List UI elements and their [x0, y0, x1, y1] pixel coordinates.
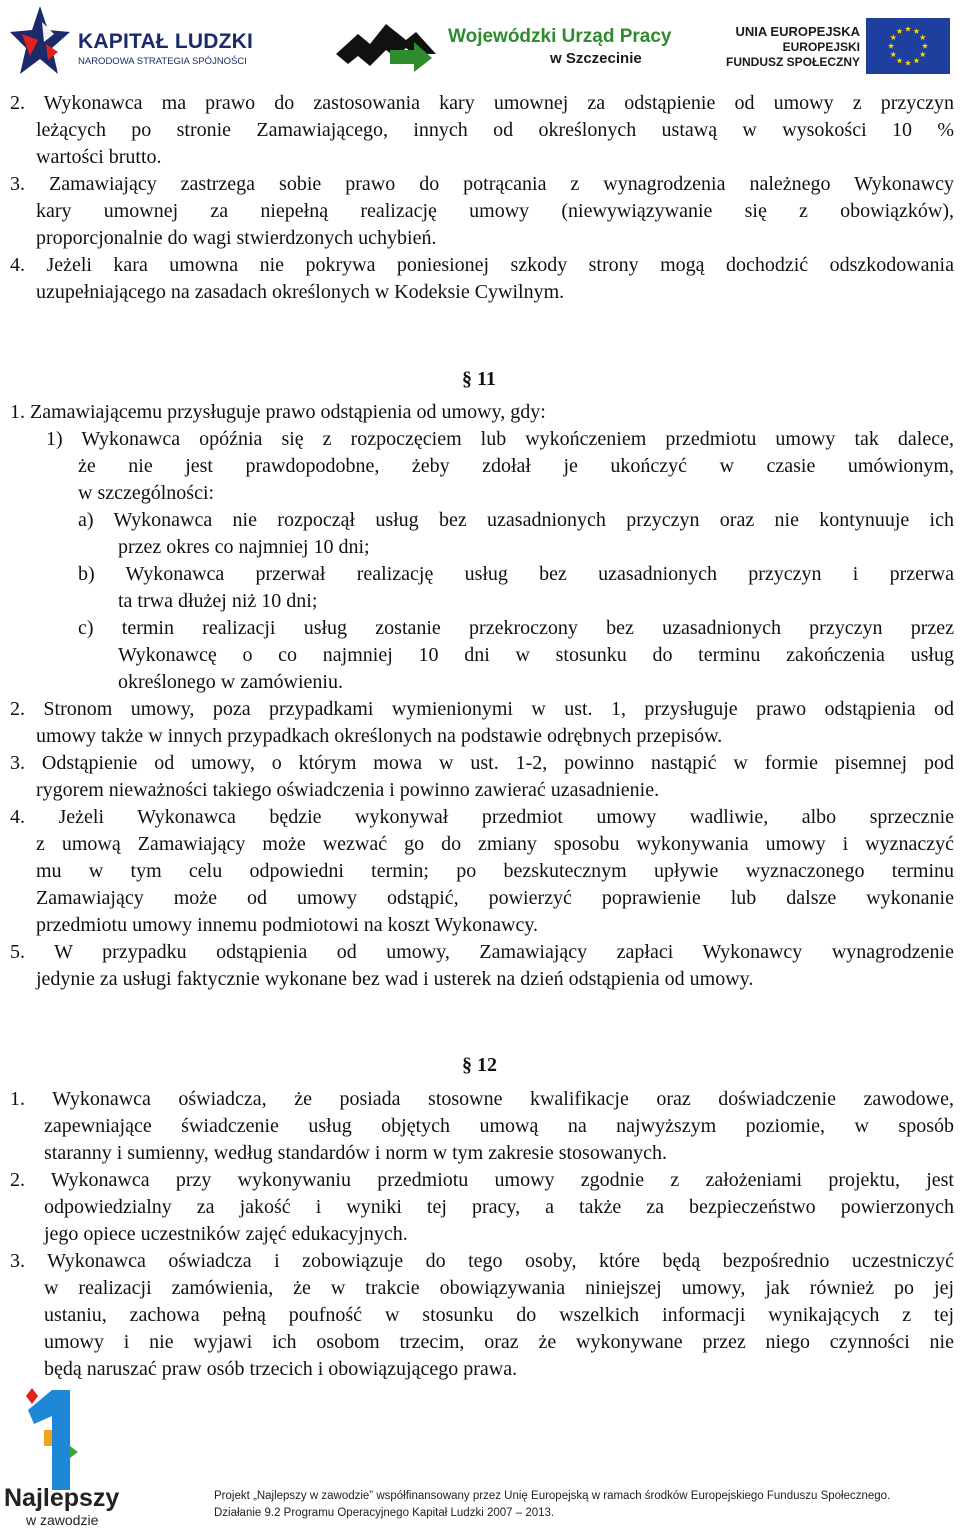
text-line: zapewniające świadczenie usług objętych umową na najwyższym poziomie, w sposób — [44, 1115, 954, 1137]
text-line: b) Wykonawca przerwał realizację usług bez uzasadnionych przyczyn i przerwa — [78, 563, 954, 585]
wup-subtitle: w Szczecinie — [550, 50, 642, 67]
text-line: 3. Zamawiający zastrzega sobie prawo do potrącania z wynagrodzenia należnego Wykonawcy — [10, 173, 954, 195]
najlepszy-brand-sub: w zawodzie — [26, 1512, 99, 1528]
text-line: 2. Stronom umowy, poza przypadkami wymienionymi w ust. 1, przysługuje prawo odstąpienia od — [10, 698, 954, 720]
section-heading: § 12 — [462, 1054, 497, 1076]
text-line: umowy i nie wyjawi ich osobom trzecim, oraz że wykonywane przez niego czynności nie — [44, 1331, 954, 1353]
text-line: 3. Odstąpienie od umowy, o którym mowa w ust. 1-2, powinno nastąpić w formie pisemnej pod — [10, 752, 954, 774]
text-line: jego opiece uczestników zajęć edukacyjnych. — [44, 1223, 408, 1245]
najlepszy-one-icon — [18, 1386, 88, 1490]
page-footer — [0, 1380, 960, 1530]
wup-logo — [336, 10, 672, 74]
text-line: 2. Wykonawca ma prawo do zastosowania kary umownej za odstąpienie od umowy z przyczyn — [10, 92, 954, 114]
text-line: 1. Zamawiającemu przysługuje prawo odstąpienia od umowy, gdy: — [10, 401, 546, 423]
kapital-ludzki-title: KAPITAŁ LUDZKI — [78, 30, 254, 53]
text-line: rygorem nieważności takiego oświadczenia i powinno zawierać uzasadnienie. — [36, 779, 660, 801]
text-line: 1) Wykonawca opóźnia się z rozpoczęciem lub wykończeniem przedmiotu umowy tak dalece, — [46, 428, 954, 450]
wup-arrow-icon — [336, 14, 436, 74]
eu-line3: FUNDUSZ SPOŁECZNY — [725, 55, 860, 69]
kapital-ludzki-logo — [8, 4, 254, 78]
najlepszy-brand: Najlepszy — [4, 1484, 120, 1512]
eu-title: UNIA EUROPEJSKA — [735, 24, 860, 39]
text-line: jedynie za usługi faktycznie wykonane bez wad i usterek na dzień odstąpienia od umowy. — [36, 968, 754, 990]
text-line: 3. Wykonawca oświadcza i zobowiązuje do tego osoby, które będą bezpośrednio uczestniczyć — [10, 1250, 954, 1272]
text-line: ta trwa dłużej niż 10 dni; — [118, 590, 318, 612]
text-line: umowy także w innych przypadkach określonych na podstawie odrębnych przepisów. — [36, 725, 723, 747]
text-line: mu w tym celu odpowiedni termin; po bezskutecznym upływie wyznaczonego terminu — [36, 860, 954, 882]
kapital-ludzki-subtitle: NARODOWA STRATEGIA SPÓJNOŚCI — [78, 56, 247, 67]
eu-logo — [725, 14, 954, 78]
page-header — [0, 0, 960, 84]
text-line: Wykonawcę o co najmniej 10 dni w stosunku do terminu zakończenia usług — [118, 644, 954, 666]
text-line: Zamawiający może od umowy odstąpić, powierzyć poprawienie lub dalsze wykonanie — [36, 887, 954, 909]
eu-flag-icon — [866, 18, 950, 74]
text-line: będą naruszać praw osób trzecich i obowiązującego prawa. — [44, 1358, 518, 1380]
eu-line2: EUROPEJSKI — [782, 40, 860, 54]
text-line: 2. Wykonawca przy wykonywaniu przedmiotu umowy zgodnie z założeniami projektu, jest — [10, 1169, 954, 1191]
text-line: określonego w zamówieniu. — [118, 671, 343, 693]
text-line: wartości brutto. — [36, 146, 162, 168]
text-line: staranny i sumienny, według standardów i norm w tym zakresie stosowanych. — [44, 1142, 668, 1164]
text-line: 1. Wykonawca oświadcza, że posiada stosowne kwalifikacje oraz doświadczenie zawodowe, — [10, 1088, 954, 1110]
kapital-ludzki-star-icon — [8, 4, 70, 78]
section-heading: § 11 — [462, 368, 496, 390]
text-line: że nie jest prawdopodobne, żeby zdołał je ukończyć w czasie umówionym, — [78, 455, 954, 477]
text-line: 4. Jeżeli kara umowna nie pokrywa poniesionej szkody strony mogą dochodzić odszkodowania — [10, 254, 954, 276]
text-line: uzupełniającego na zasadach określonych w Kodeksie Cywilnym. — [36, 281, 565, 303]
text-line: w realizacji zamówienia, że w trakcie obowiązywania niniejszej umowy, jak również po jej — [44, 1277, 954, 1299]
text-line: kary umownej za niepełną realizację umowy (niewywiązywanie się z obowiązków), — [36, 200, 954, 222]
text-line: odpowiedzialny za jakość i wyniki tej pracy, a także za bezpieczeństwo powierzonych — [44, 1196, 954, 1218]
text-line: przedmiotu umowy innemu podmiotowi na koszt Wykonawcy. — [36, 914, 539, 936]
text-line: z umową Zamawiający może wezwać go do zmiany sposobu wykonywania umowy i wyznaczyć — [36, 833, 954, 855]
text-line: ustaniu, zachowa pełną poufność w stosunku do wszelkich informacji wynikających z tej — [44, 1304, 954, 1326]
text-line: a) Wykonawca nie rozpoczął usług bez uzasadnionych przyczyn oraz nie kontynuuje ich — [78, 509, 954, 531]
text-line: c) termin realizacji usług zostanie przekroczony bez uzasadnionych przyczyn przez — [78, 617, 954, 639]
text-line: proporcjonalnie do wagi stwierdzonych uchybień. — [36, 227, 437, 249]
wup-title: Wojewódzki Urząd Pracy — [448, 26, 672, 47]
text-line: 4. Jeżeli Wykonawca będzie wykonywał przedmiot umowy wadliwie, albo sprzecznie — [10, 806, 954, 828]
footer-project-line: Projekt „Najlepszy w zawodzie” współfinansowany przez Unię Europejską w ramach środków Europejskiego Funduszu Społecznego. — [214, 1490, 891, 1502]
text-line: w szczególności: — [78, 482, 215, 504]
text-line: 5. W przypadku odstąpienia od umowy, Zamawiający zapłaci Wykonawcy wynagrodzenie — [10, 941, 954, 963]
text-line: przez okres co najmniej 10 dni; — [118, 536, 370, 558]
footer-program-line: Działanie 9.2 Programu Operacyjnego Kapitał Ludzki 2007 – 2013. — [214, 1507, 555, 1519]
text-line: leżących po stronie Zamawiającego, innych od określonych ustawą w wysokości 10 % — [36, 119, 954, 141]
